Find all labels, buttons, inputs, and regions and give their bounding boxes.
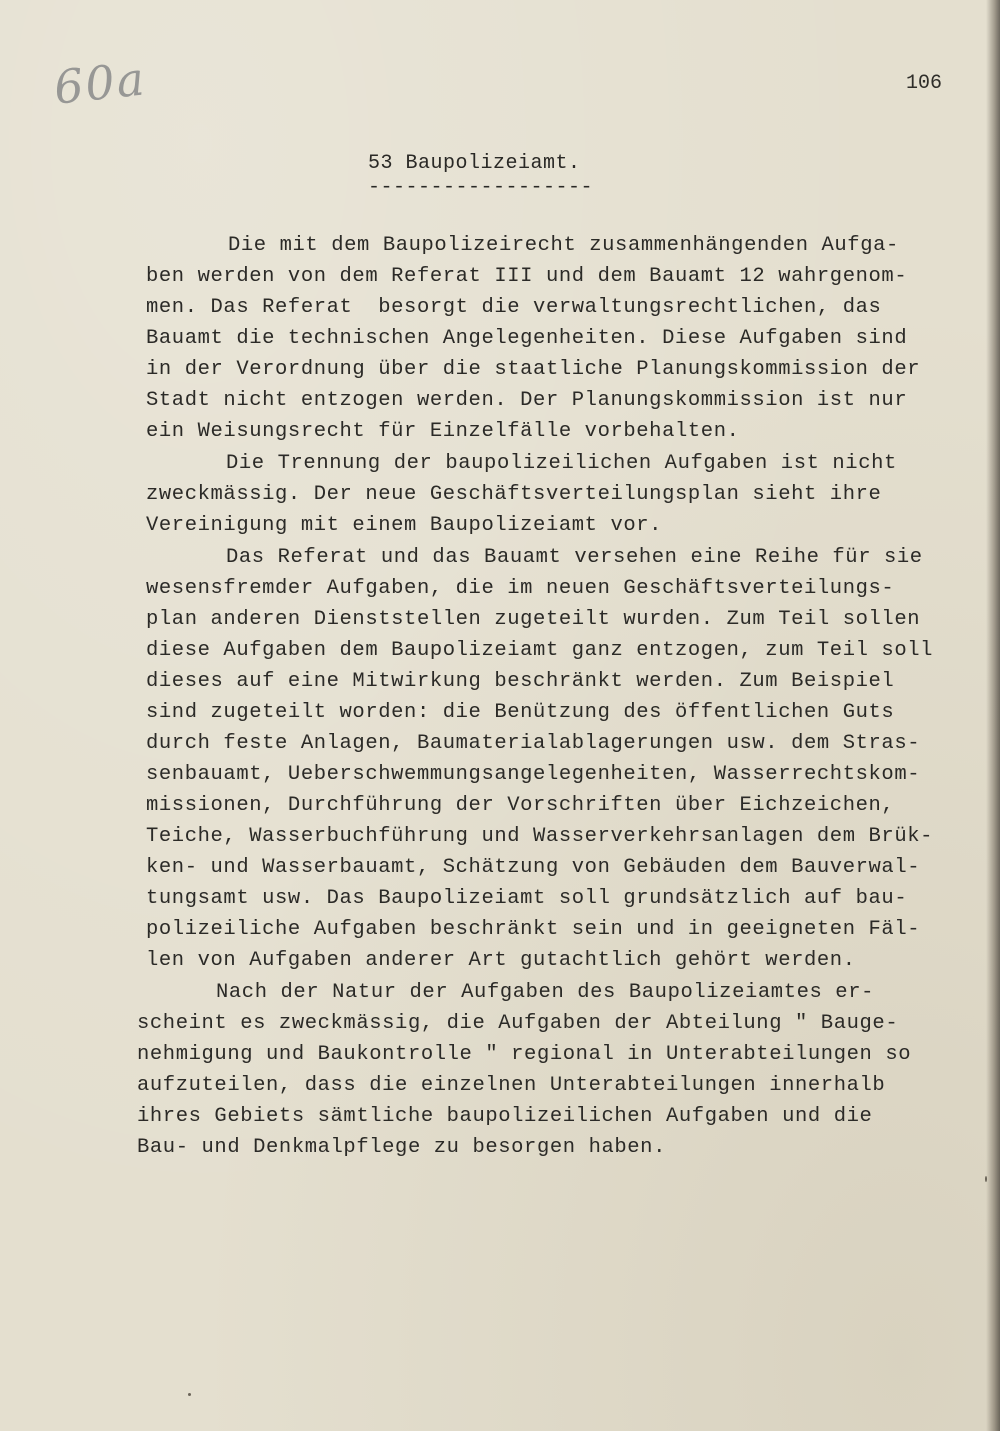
paper-speck [188, 1393, 191, 1396]
body-line: Teiche, Wasserbuchführung und Wasserverkehrsanlagen dem Brük- [146, 825, 934, 848]
body-line: ein Weisungsrecht für Einzelfälle vorbehalten. [146, 420, 740, 443]
body-line: aufzuteilen, dass die einzelnen Unterabteilungen innerhalb [137, 1074, 886, 1097]
body-line: Bauamt die technischen Angelegenheiten. Diese Aufgaben sind [146, 327, 908, 350]
body-line: wesensfremder Aufgaben, die im neuen Geschäftsverteilungs- [146, 577, 895, 600]
section-heading: 53 Baupolizeiamt. [368, 152, 581, 175]
body-line: ken- und Wasserbauamt, Schätzung von Gebäuden dem Bauverwal- [146, 856, 921, 879]
body-line: sind zugeteilt worden: die Benützung des öffentlichen Guts [146, 701, 895, 724]
body-line: dieses auf eine Mitwirkung beschränkt werden. Zum Beispiel [146, 670, 895, 693]
body-line: len von Aufgaben anderer Art gutachtlich gehört werden. [146, 949, 856, 972]
body-line: Bau- und Denkmalpflege zu besorgen haben. [137, 1136, 666, 1159]
handwritten-annotation: 60a [51, 51, 149, 115]
body-line: diese Aufgaben dem Baupolizeiamt ganz entzogen, zum Teil soll [146, 639, 934, 662]
body-line: Vereinigung mit einem Baupolizeiamt vor. [146, 514, 663, 537]
body-line: polizeiliche Aufgaben beschränkt sein und in geeigneten Fäl- [146, 918, 921, 941]
page-edge-shadow [986, 0, 1000, 1431]
paper-speck [985, 1176, 987, 1182]
body-line: tungsamt usw. Das Baupolizeiamt soll grundsätzlich auf bau- [146, 887, 908, 910]
body-line: Stadt nicht entzogen werden. Der Planungskommission ist nur [146, 389, 908, 412]
body-line: Die mit dem Baupolizeirecht zusammenhängenden Aufga- [228, 234, 899, 257]
body-line: ben werden von dem Referat III und dem Bauamt 12 wahrgenom- [146, 265, 908, 288]
body-line: men. Das Referat besorgt die verwaltungsrechtlichen, das [146, 296, 882, 319]
body-line: in der Verordnung über die staatliche Planungskommission der [146, 358, 921, 381]
body-line: scheint es zweckmässig, die Aufgaben der Abteilung " Bauge- [137, 1012, 899, 1035]
body-line: nehmigung und Baukontrolle " regional in Unterabteilungen so [137, 1043, 912, 1066]
heading-underline: ------------------ [368, 176, 594, 199]
body-line: durch feste Anlagen, Baumaterialablagerungen usw. dem Stras- [146, 732, 921, 755]
body-line: Nach der Natur der Aufgaben des Baupolizeiamtes er- [216, 981, 875, 1004]
body-line: Die Trennung der baupolizeilichen Aufgaben ist nicht [226, 452, 897, 475]
body-line: zweckmässig. Der neue Geschäftsverteilungsplan sieht ihre [146, 483, 882, 506]
body-line: plan anderen Dienststellen zugeteilt wurden. Zum Teil sollen [146, 608, 921, 631]
page-number: 106 [906, 72, 943, 95]
body-line: ihres Gebiets sämtliche baupolizeilichen Aufgaben und die [137, 1105, 873, 1128]
body-line: senbauamt, Ueberschwemmungsangelegenheiten, Wasserrechtskom- [146, 763, 921, 786]
body-line: Das Referat und das Bauamt versehen eine Reihe für sie [226, 546, 923, 569]
body-line: missionen, Durchführung der Vorschriften über Eichzeichen, [146, 794, 895, 817]
